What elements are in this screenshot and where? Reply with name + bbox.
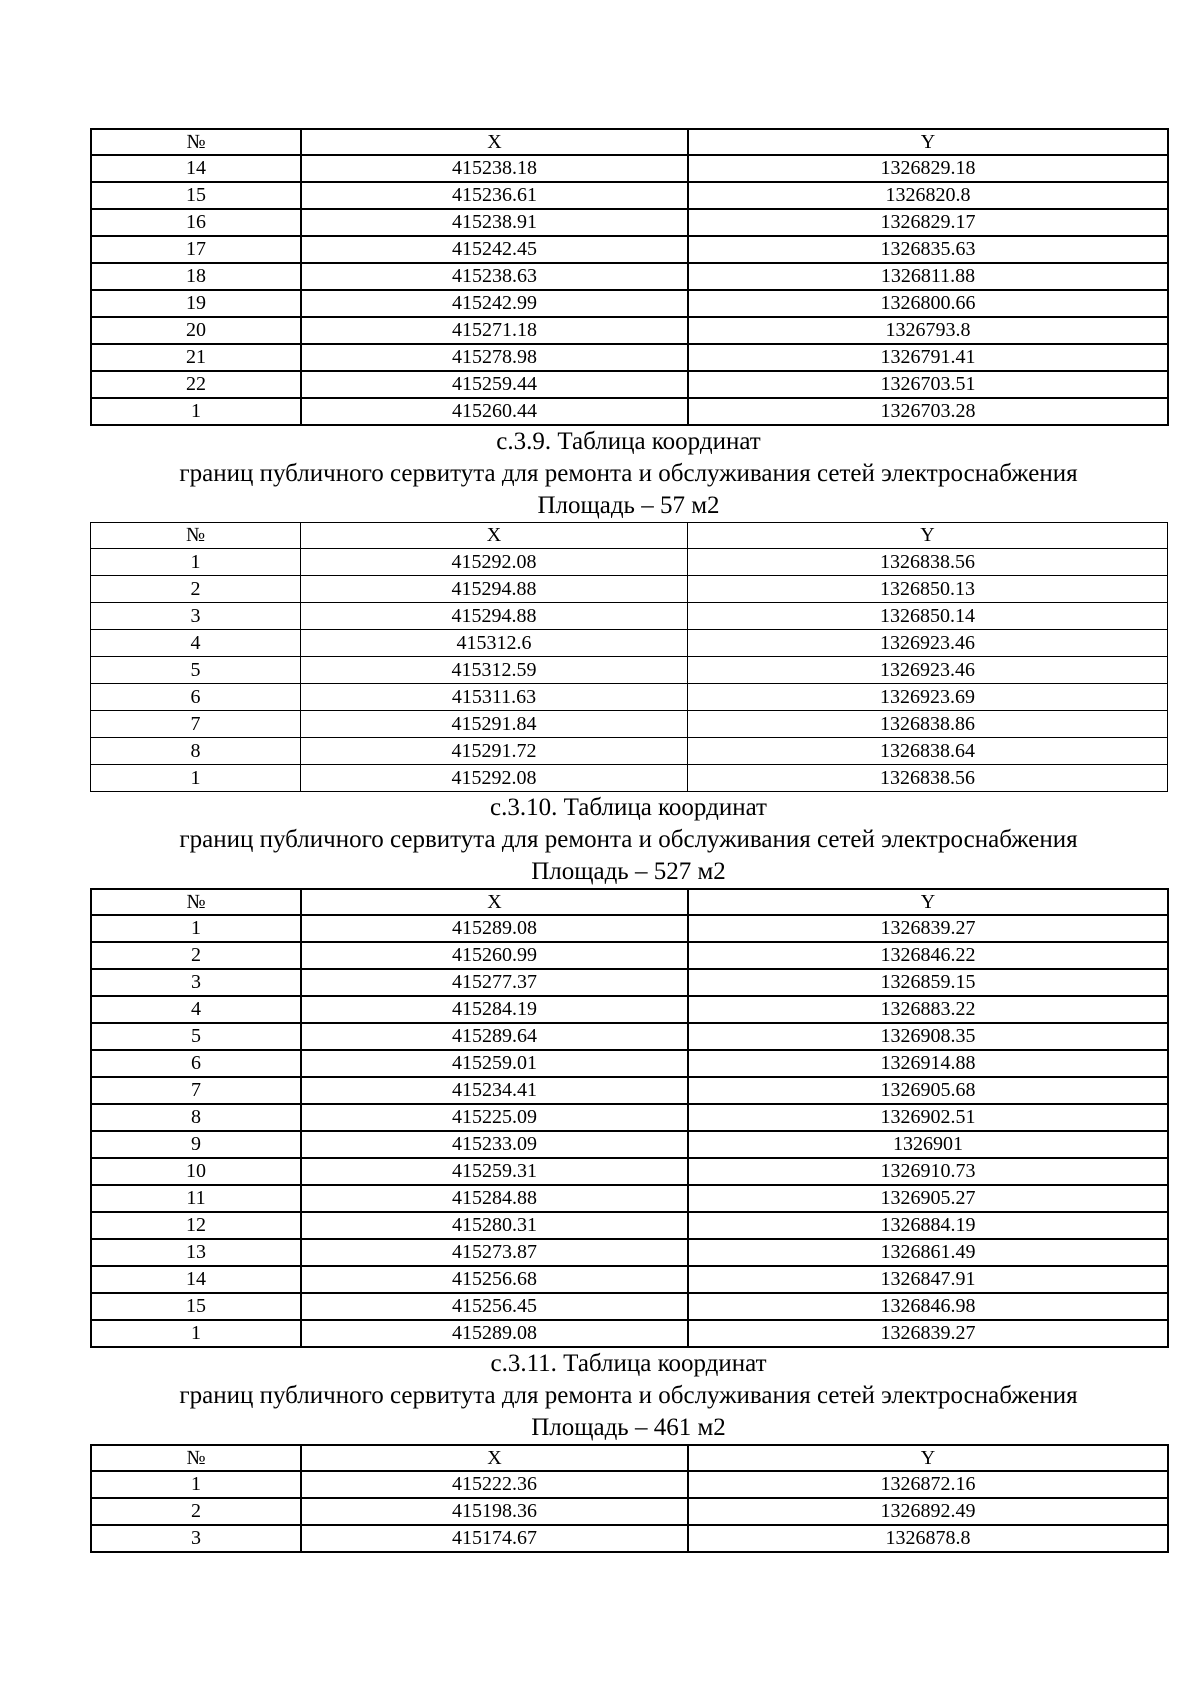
- cell-point-number: 20: [91, 317, 301, 344]
- cell-x-coordinate: 415236.61: [301, 182, 688, 209]
- cell-x-coordinate: 415259.01: [301, 1050, 688, 1077]
- cell-point-number: 7: [91, 1077, 301, 1104]
- cell-y-coordinate: 1326850.14: [688, 603, 1168, 630]
- header-y: Y: [688, 1445, 1168, 1471]
- table-row: [91, 738, 1168, 765]
- cell-y-coordinate: 1326839.27: [688, 915, 1168, 942]
- table-row: [91, 182, 1168, 209]
- section-3-11-area: Площадь – 461 м2: [531, 1414, 726, 1441]
- cell-point-number: 19: [91, 290, 301, 317]
- section-3-11-subtitle: границ публичного сервитута для ремонта и обслуживания сетей электроснабжения: [179, 1382, 1078, 1409]
- cell-point-number: 10: [91, 1158, 301, 1185]
- cell-x-coordinate: 415311.63: [301, 684, 688, 711]
- table-header-row: [91, 1445, 1168, 1471]
- section-3-10-subtitle: границ публичного сервитута для ремонта и обслуживания сетей электроснабжения: [179, 826, 1078, 853]
- cell-y-coordinate: 1326846.98: [688, 1293, 1168, 1320]
- cell-x-coordinate: 415292.08: [301, 765, 688, 792]
- cell-x-coordinate: 415259.44: [301, 371, 688, 398]
- table-row: [91, 1131, 1168, 1158]
- cell-y-coordinate: 1326838.56: [688, 549, 1168, 576]
- table-row: [91, 1050, 1168, 1077]
- table-row: [91, 344, 1168, 371]
- table-row: [91, 1239, 1168, 1266]
- table-header-row: [91, 129, 1168, 155]
- cell-point-number: 1: [91, 549, 301, 576]
- table-row: [91, 290, 1168, 317]
- header-x: X: [301, 523, 688, 549]
- cell-point-number: 14: [91, 1266, 301, 1293]
- cell-point-number: 13: [91, 1239, 301, 1266]
- cell-x-coordinate: 415222.36: [301, 1471, 688, 1498]
- cell-point-number: 7: [91, 711, 301, 738]
- cell-x-coordinate: 415238.63: [301, 263, 688, 290]
- cell-y-coordinate: 1326872.16: [688, 1471, 1168, 1498]
- cell-x-coordinate: 415289.64: [301, 1023, 688, 1050]
- table-row: [91, 630, 1168, 657]
- header-y: Y: [688, 129, 1168, 155]
- cell-point-number: 5: [91, 1023, 301, 1050]
- cell-x-coordinate: 415284.88: [301, 1185, 688, 1212]
- cell-y-coordinate: 1326859.15: [688, 969, 1168, 996]
- cell-x-coordinate: 415289.08: [301, 1320, 688, 1347]
- cell-point-number: 9: [91, 1131, 301, 1158]
- cell-y-coordinate: 1326901: [688, 1131, 1168, 1158]
- table-row: [91, 1023, 1168, 1050]
- table-row: [91, 942, 1168, 969]
- cell-x-coordinate: 415234.41: [301, 1077, 688, 1104]
- cell-point-number: 4: [91, 630, 301, 657]
- section-3-9-subtitle: границ публичного сервитута для ремонта и обслуживания сетей электроснабжения: [179, 460, 1078, 487]
- cell-point-number: 6: [91, 1050, 301, 1077]
- cell-y-coordinate: 1326838.86: [688, 711, 1168, 738]
- cell-y-coordinate: 1326847.91: [688, 1266, 1168, 1293]
- cell-x-coordinate: 415294.88: [301, 576, 688, 603]
- cell-x-coordinate: 415225.09: [301, 1104, 688, 1131]
- table-row: [91, 996, 1168, 1023]
- cell-point-number: 1: [91, 1320, 301, 1347]
- table-row: [91, 711, 1168, 738]
- section-3-10-title: с.3.10. Таблица координат: [490, 794, 767, 821]
- cell-y-coordinate: 1326793.8: [688, 317, 1168, 344]
- cell-x-coordinate: 415233.09: [301, 1131, 688, 1158]
- cell-y-coordinate: 1326905.27: [688, 1185, 1168, 1212]
- cell-point-number: 1: [91, 1471, 301, 1498]
- cell-point-number: 17: [91, 236, 301, 263]
- table-header-row: [91, 523, 1168, 549]
- cell-x-coordinate: 415260.99: [301, 942, 688, 969]
- table-row: [91, 1185, 1168, 1212]
- header-x: X: [301, 889, 688, 915]
- table-row: [91, 657, 1168, 684]
- cell-y-coordinate: 1326861.49: [688, 1239, 1168, 1266]
- cell-point-number: 14: [91, 155, 301, 182]
- cell-y-coordinate: 1326892.49: [688, 1498, 1168, 1525]
- table-row: [91, 765, 1168, 792]
- cell-y-coordinate: 1326923.69: [688, 684, 1168, 711]
- header-x: X: [301, 129, 688, 155]
- cell-y-coordinate: 1326883.22: [688, 996, 1168, 1023]
- table-row: [91, 915, 1168, 942]
- header-y: Y: [688, 889, 1168, 915]
- cell-y-coordinate: 1326811.88: [688, 263, 1168, 290]
- cell-point-number: 1: [91, 398, 301, 425]
- cell-x-coordinate: 415280.31: [301, 1212, 688, 1239]
- cell-x-coordinate: 415242.99: [301, 290, 688, 317]
- table-row: [91, 1158, 1168, 1185]
- cell-x-coordinate: 415260.44: [301, 398, 688, 425]
- cell-y-coordinate: 1326923.46: [688, 657, 1168, 684]
- cell-point-number: 12: [91, 1212, 301, 1239]
- cell-x-coordinate: 415278.98: [301, 344, 688, 371]
- header-num: №: [91, 889, 301, 915]
- cell-y-coordinate: 1326902.51: [688, 1104, 1168, 1131]
- cell-x-coordinate: 415284.19: [301, 996, 688, 1023]
- table-row: [91, 1320, 1168, 1347]
- cell-point-number: 22: [91, 371, 301, 398]
- table-row: [91, 317, 1168, 344]
- cell-y-coordinate: 1326910.73: [688, 1158, 1168, 1185]
- cell-x-coordinate: 415198.36: [301, 1498, 688, 1525]
- table-row: [91, 576, 1168, 603]
- cell-x-coordinate: 415289.08: [301, 915, 688, 942]
- cell-y-coordinate: 1326838.64: [688, 738, 1168, 765]
- cell-point-number: 2: [91, 1498, 301, 1525]
- cell-point-number: 3: [91, 1525, 301, 1552]
- table-row: [91, 1293, 1168, 1320]
- cell-point-number: 15: [91, 1293, 301, 1320]
- cell-point-number: 2: [91, 942, 301, 969]
- cell-y-coordinate: 1326703.51: [688, 371, 1168, 398]
- cell-x-coordinate: 415242.45: [301, 236, 688, 263]
- cell-x-coordinate: 415273.87: [301, 1239, 688, 1266]
- cell-x-coordinate: 415312.59: [301, 657, 688, 684]
- cell-x-coordinate: 415291.72: [301, 738, 688, 765]
- table-row: [91, 549, 1168, 576]
- cell-point-number: 8: [91, 738, 301, 765]
- cell-point-number: 1: [91, 765, 301, 792]
- cell-y-coordinate: 1326839.27: [688, 1320, 1168, 1347]
- cell-point-number: 21: [91, 344, 301, 371]
- cell-x-coordinate: 415256.68: [301, 1266, 688, 1293]
- coordinates-table-3-10: [90, 888, 1169, 1348]
- cell-y-coordinate: 1326884.19: [688, 1212, 1168, 1239]
- cell-x-coordinate: 415256.45: [301, 1293, 688, 1320]
- cell-point-number: 11: [91, 1185, 301, 1212]
- cell-point-number: 5: [91, 657, 301, 684]
- section-3-9-title: с.3.9. Таблица координат: [496, 428, 761, 455]
- cell-x-coordinate: 415277.37: [301, 969, 688, 996]
- cell-y-coordinate: 1326850.13: [688, 576, 1168, 603]
- cell-y-coordinate: 1326820.8: [688, 182, 1168, 209]
- cell-point-number: 3: [91, 603, 301, 630]
- header-num: №: [91, 1445, 301, 1471]
- cell-y-coordinate: 1326791.41: [688, 344, 1168, 371]
- cell-y-coordinate: 1326800.66: [688, 290, 1168, 317]
- table-row: [91, 398, 1168, 425]
- cell-point-number: 1: [91, 915, 301, 942]
- table-row: [91, 155, 1168, 182]
- cell-y-coordinate: 1326905.68: [688, 1077, 1168, 1104]
- table-row: [91, 1498, 1168, 1525]
- cell-x-coordinate: 415259.31: [301, 1158, 688, 1185]
- cell-y-coordinate: 1326703.28: [688, 398, 1168, 425]
- header-x: X: [301, 1445, 688, 1471]
- section-3-10-area: Площадь – 527 м2: [531, 858, 726, 885]
- table-row: [91, 1212, 1168, 1239]
- cell-point-number: 6: [91, 684, 301, 711]
- cell-y-coordinate: 1326829.18: [688, 155, 1168, 182]
- cell-point-number: 18: [91, 263, 301, 290]
- cell-point-number: 16: [91, 209, 301, 236]
- cell-x-coordinate: 415312.6: [301, 630, 688, 657]
- coordinates-table-3-9: [90, 522, 1168, 792]
- cell-x-coordinate: 415238.18: [301, 155, 688, 182]
- header-num: №: [91, 523, 301, 549]
- coordinates-table-3-11: [90, 1444, 1169, 1553]
- cell-y-coordinate: 1326914.88: [688, 1050, 1168, 1077]
- cell-point-number: 2: [91, 576, 301, 603]
- table-row: [91, 263, 1168, 290]
- section-3-9-area: Площадь – 57 м2: [537, 492, 720, 519]
- table-row: [91, 1471, 1168, 1498]
- cell-y-coordinate: 1326878.8: [688, 1525, 1168, 1552]
- table-row: [91, 969, 1168, 996]
- cell-x-coordinate: 415292.08: [301, 549, 688, 576]
- cell-x-coordinate: 415271.18: [301, 317, 688, 344]
- coordinates-table-continued: [90, 128, 1169, 426]
- cell-point-number: 8: [91, 1104, 301, 1131]
- section-3-11-title: с.3.11. Таблица координат: [490, 1350, 767, 1377]
- table-row: [91, 236, 1168, 263]
- cell-point-number: 3: [91, 969, 301, 996]
- cell-y-coordinate: 1326923.46: [688, 630, 1168, 657]
- header-num: №: [91, 129, 301, 155]
- cell-x-coordinate: 415238.91: [301, 209, 688, 236]
- cell-y-coordinate: 1326835.63: [688, 236, 1168, 263]
- table-row: [91, 684, 1168, 711]
- table-row: [91, 371, 1168, 398]
- table-row: [91, 603, 1168, 630]
- cell-y-coordinate: 1326838.56: [688, 765, 1168, 792]
- cell-x-coordinate: 415291.84: [301, 711, 688, 738]
- cell-point-number: 15: [91, 182, 301, 209]
- cell-point-number: 4: [91, 996, 301, 1023]
- cell-x-coordinate: 415174.67: [301, 1525, 688, 1552]
- document-page: [90, 128, 1167, 1553]
- cell-y-coordinate: 1326846.22: [688, 942, 1168, 969]
- table-row: [91, 1104, 1168, 1131]
- cell-y-coordinate: 1326908.35: [688, 1023, 1168, 1050]
- table-row: [91, 1077, 1168, 1104]
- cell-x-coordinate: 415294.88: [301, 603, 688, 630]
- cell-y-coordinate: 1326829.17: [688, 209, 1168, 236]
- header-y: Y: [688, 523, 1168, 549]
- table-row: [91, 1266, 1168, 1293]
- table-row: [91, 1525, 1168, 1552]
- table-header-row: [91, 889, 1168, 915]
- table-row: [91, 209, 1168, 236]
